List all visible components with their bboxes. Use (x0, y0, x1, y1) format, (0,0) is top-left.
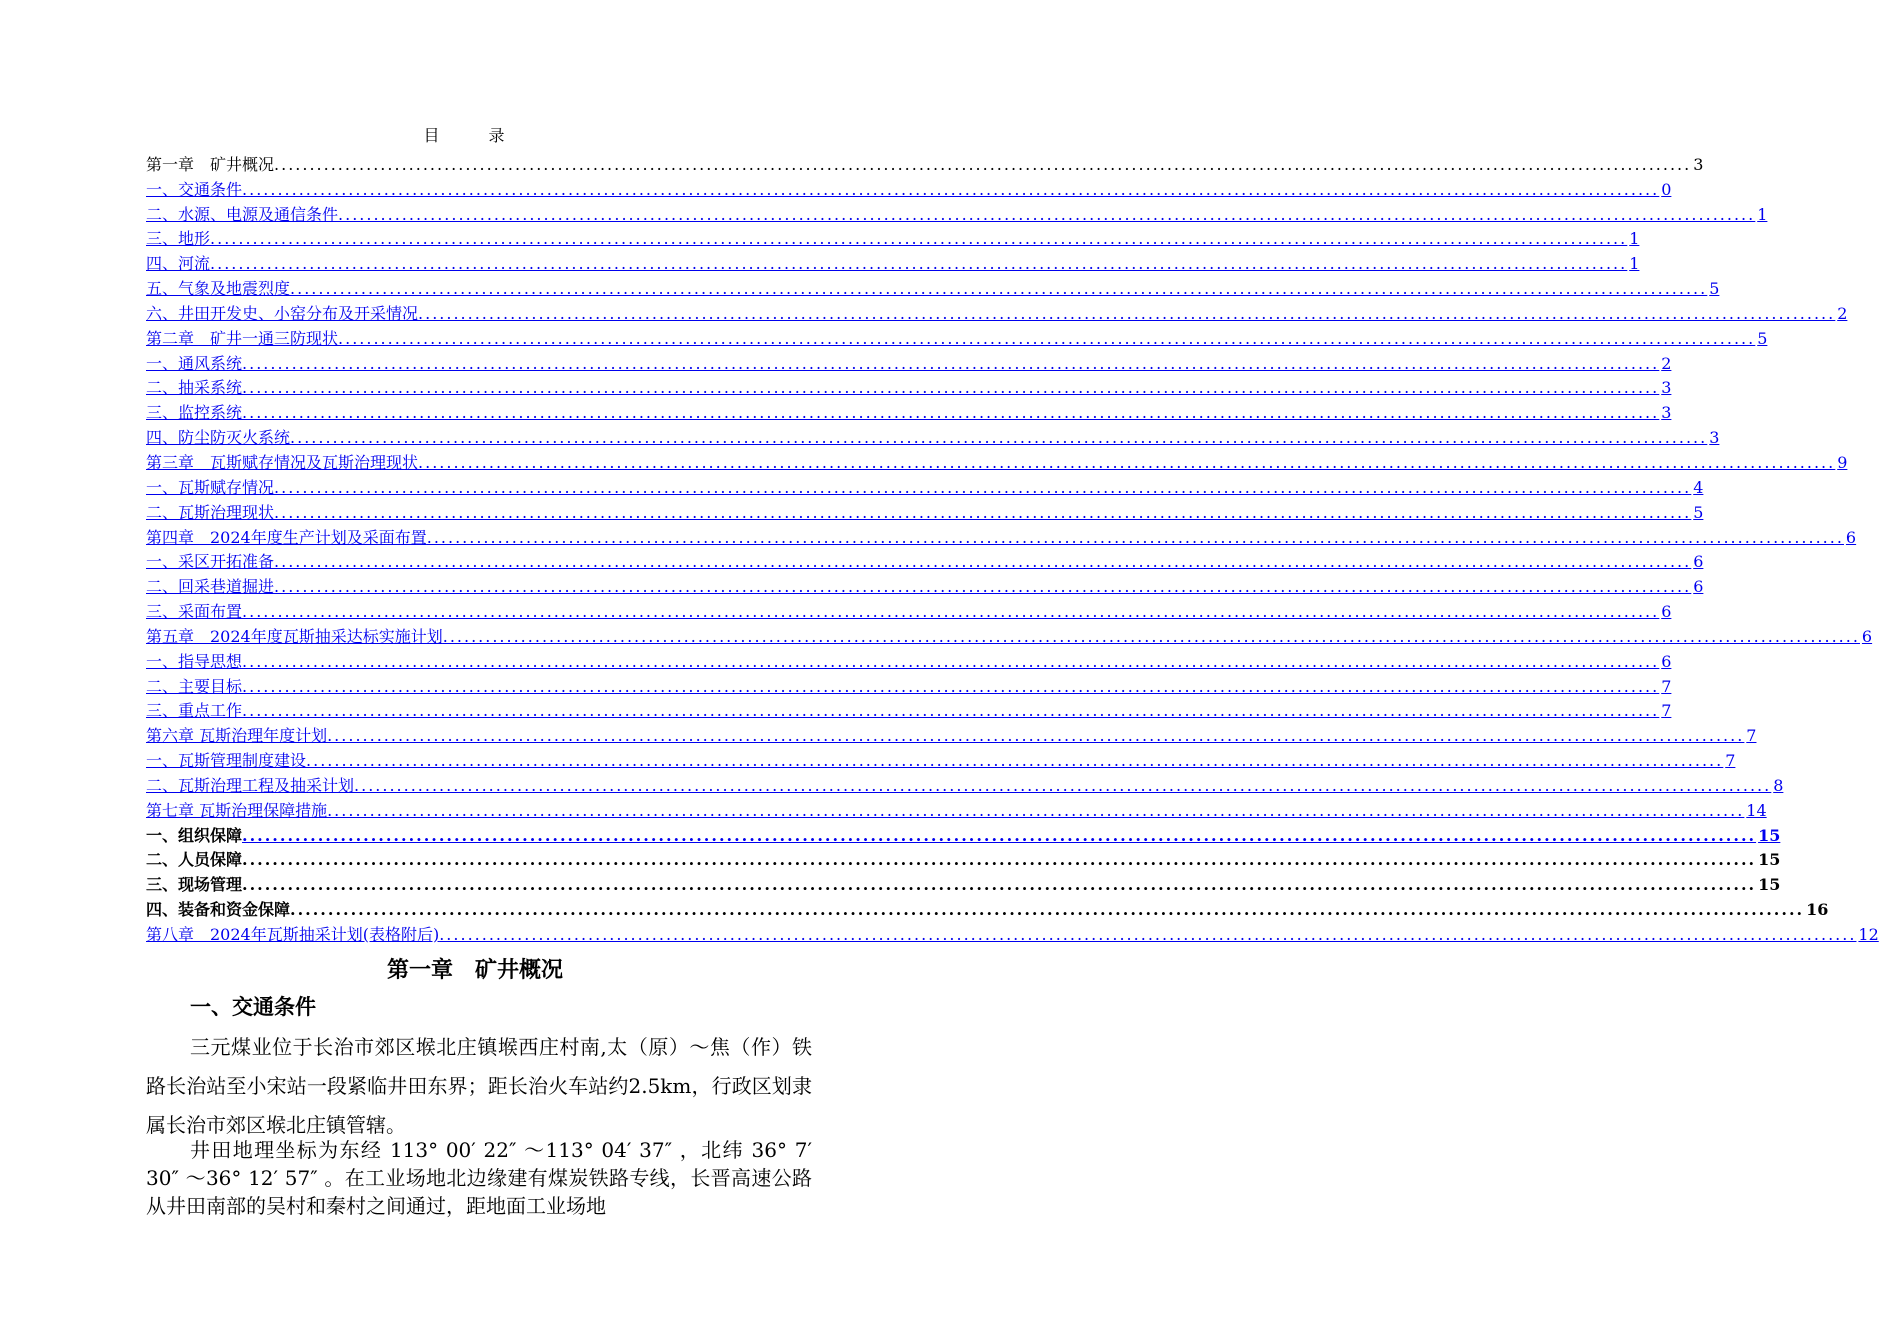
toc-entry-label: 第四章 2024年度生产计划及采面布置 (146, 527, 427, 547)
toc-entry (146, 870, 1781, 895)
toc-entry-page: 5 (1709, 279, 1720, 299)
toc-entry[interactable] (146, 349, 1672, 374)
body-paragraph: 井田地理坐标为东经 113° 00′ 22″ ～113° 04′ 37″ ，北纬 36° 7′ 30″ ～36° 12′ 57″ 。在工业场地北边缘建有煤炭铁路专线，长晋高速公路从井田南部的吴村和秦村之间通过，距地面工业场地 (146, 1138, 812, 1218)
toc-entry-label: 第八章 2024年瓦斯抽采计划(表格附后) (146, 925, 440, 944)
toc-entry-label: 二、回采巷道掘进 (146, 577, 275, 597)
toc-leader-dots: ........................................................................................................................................................................................................ (426, 527, 1844, 547)
toc-leader-dots: ........................................................................................................................................................................................................ (242, 651, 1660, 671)
toc-entry-label: 三、地形 (146, 229, 211, 249)
toc-title: 目 录 (423, 126, 527, 145)
toc-leader-dots: ........................................................................................................................................................................................................ (242, 179, 1660, 199)
toc-entry-page: 6 (1845, 527, 1857, 547)
toc-entry-label: 第六章 瓦斯治理年度计划 (146, 726, 328, 746)
toc-entry[interactable] (146, 175, 1672, 200)
toc-leader-dots: ........................................................................................................................................................................................................ (242, 850, 1757, 870)
table-of-contents (146, 150, 1879, 945)
toc-leader-dots: ........................................................................................................................................................................................................ (242, 602, 1660, 622)
toc-leader-dots: ........................................................................................................................................................................................................ (338, 328, 1756, 348)
toc-entry[interactable] (146, 647, 1672, 672)
toc-entry[interactable] (146, 920, 1879, 945)
toc-entry-label: 三、监控系统 (146, 403, 243, 423)
toc-entry (146, 846, 1781, 871)
toc-leader-dots: ........................................................................................................................................................................................................ (274, 154, 1692, 174)
toc-entry-page: 2 (1837, 303, 1848, 323)
toc-entry[interactable] (146, 572, 1704, 597)
toc-entry-label: 一、通风系统 (146, 353, 243, 373)
toc-entry[interactable] (146, 597, 1672, 622)
toc-entry-label: 四、河流 (146, 254, 211, 274)
toc-entry-page: 9 (1837, 452, 1848, 472)
toc-entry-label: 一、交通条件 (146, 179, 243, 199)
toc-leader-dots: ........................................................................................................................................................................................................ (327, 726, 1745, 746)
toc-entry-page: 2 (1661, 353, 1672, 373)
toc-entry-label: 四、装备和资金保障 (146, 900, 291, 920)
toc-entry-page: 3 (1693, 154, 1704, 174)
toc-entry-page: 5 (1757, 328, 1768, 348)
toc-entry-page: 7 (1746, 726, 1757, 746)
toc-leader-dots: ........................................................................................................................................................................................................ (338, 204, 1756, 224)
toc-leader-dots: ........................................................................................................................................................................................................ (274, 552, 1692, 572)
toc-entry-page: 14 (1746, 800, 1767, 820)
toc-entry-label: 一、采区开拓准备 (146, 552, 275, 572)
toc-entry[interactable] (146, 697, 1672, 722)
toc-entry[interactable] (146, 672, 1672, 697)
toc-entry[interactable] (146, 821, 1781, 846)
toc-leader-dots: ........................................................................................................................................................................................................ (418, 303, 1836, 323)
toc-entry-page: 1 (1629, 254, 1640, 274)
toc-entry-page: 1 (1629, 229, 1640, 249)
toc-entry-label: 二、抽采系统 (146, 378, 243, 398)
toc-entry[interactable] (146, 423, 1720, 448)
toc-entry-label: 一、组织保障 (146, 825, 243, 845)
toc-entry-page: 4 (1693, 477, 1704, 497)
toc-leader-dots: ........................................................................................................................................................................................................ (439, 925, 1857, 944)
toc-entry[interactable] (146, 548, 1704, 573)
toc-entry (146, 895, 1829, 920)
toc-leader-dots: ........................................................................................................................................................................................................ (274, 477, 1692, 497)
toc-entry[interactable] (146, 398, 1672, 423)
toc-entry-page: 7 (1661, 676, 1672, 696)
toc-entry-label: 第七章 瓦斯治理保障措施 (146, 800, 328, 820)
body-paragraph: 三元煤业位于长治市郊区堠北庄镇堠西庄村南,太（原）～焦（作）铁路长治站至小宋站一段紧临井田东界；距长治火车站约2.5km，行政区划隶属长治市郊区堠北庄镇管辖。 (146, 1035, 812, 1137)
toc-entry[interactable] (146, 796, 1767, 821)
toc-leader-dots: ........................................................................................................................................................................................................ (274, 577, 1692, 597)
toc-entry-label: 三、重点工作 (146, 701, 243, 721)
toc-leader-dots: ........................................................................................................................................................................................................ (210, 229, 1628, 249)
toc-entry[interactable] (146, 622, 1873, 647)
toc-entry[interactable] (146, 498, 1704, 523)
toc-leader-dots: ........................................................................................................................................................................................................ (306, 751, 1724, 771)
toc-entry[interactable] (146, 299, 1848, 324)
toc-entry-page: 8 (1773, 775, 1784, 795)
toc-entry-page: 6 (1661, 651, 1672, 671)
toc-leader-dots: ........................................................................................................................................................................................................ (354, 775, 1772, 795)
toc-entry-page: 3 (1661, 378, 1672, 398)
toc-leader-dots: ........................................................................................................................................................................................................ (290, 428, 1708, 448)
toc-entry-label: 二、人员保障 (146, 850, 243, 870)
toc-leader-dots: ........................................................................................................................................................................................................ (242, 825, 1757, 845)
toc-entry[interactable] (146, 374, 1672, 399)
toc-entry-label: 六、井田开发史、小窑分布及开采情况 (146, 303, 419, 323)
toc-entry-page: 6 (1661, 602, 1672, 622)
toc-leader-dots: ........................................................................................................................................................................................................ (242, 403, 1660, 423)
toc-entry-page: 6 (1693, 577, 1704, 597)
toc-entry[interactable] (146, 721, 1757, 746)
toc-leader-dots: ........................................................................................................................................................................................................ (290, 279, 1708, 299)
toc-entry-label: 二、瓦斯治理现状 (146, 502, 275, 522)
toc-entry-page: 7 (1725, 751, 1736, 771)
toc-entry (146, 150, 1704, 175)
toc-leader-dots: ........................................................................................................................................................................................................ (274, 502, 1692, 522)
toc-entry-page: 5 (1693, 502, 1704, 522)
toc-entry-page: 1 (1757, 204, 1768, 224)
toc-entry[interactable] (146, 274, 1720, 299)
toc-entry-page: 6 (1693, 552, 1704, 572)
toc-entry[interactable] (146, 523, 1857, 548)
toc-entry-page: 7 (1661, 701, 1672, 721)
toc-leader-dots: ........................................................................................................................................................................................................ (210, 254, 1628, 274)
chapter-heading: 第一章 矿井概况 (386, 958, 563, 983)
toc-entry-page: 15 (1758, 850, 1781, 870)
toc-entry-page: 15 (1758, 875, 1781, 895)
toc-entry-label: 一、瓦斯管理制度建设 (146, 751, 307, 771)
toc-entry[interactable] (146, 473, 1704, 498)
toc-leader-dots: ........................................................................................................................................................................................................ (242, 701, 1660, 721)
toc-entry-label: 三、采面布置 (146, 602, 243, 622)
toc-entry[interactable] (146, 225, 1640, 250)
toc-entry-label: 一、指导思想 (146, 651, 243, 671)
toc-entry-label: 五、气象及地震烈度 (146, 279, 291, 299)
toc-leader-dots: ........................................................................................................................................................................................................ (242, 676, 1660, 696)
toc-entry-page: 3 (1661, 403, 1672, 423)
toc-entry[interactable] (146, 249, 1640, 274)
toc-entry-label: 第一章 矿井概况 (146, 154, 275, 174)
toc-entry-label: 一、瓦斯赋存情况 (146, 477, 275, 497)
toc-leader-dots: ........................................................................................................................................................................................................ (242, 875, 1757, 895)
toc-entry-page: 12 (1858, 925, 1879, 944)
toc-entry[interactable] (146, 200, 1768, 225)
toc-entry-label: 第五章 2024年度瓦斯抽采达标实施计划 (146, 626, 443, 646)
toc-entry[interactable] (146, 746, 1736, 771)
toc-entry-label: 第二章 矿井一通三防现状 (146, 328, 339, 348)
toc-entry-page: 16 (1806, 900, 1829, 920)
toc-entry-label: 二、瓦斯治理工程及抽采计划 (146, 775, 355, 795)
toc-entry-page: 6 (1861, 626, 1873, 646)
toc-entry-label: 三、现场管理 (146, 875, 243, 895)
section-heading: 一、交通条件 (190, 995, 316, 1019)
toc-entry[interactable] (146, 771, 1784, 796)
toc-entry-label: 四、防尘防灭火系统 (146, 428, 291, 448)
toc-entry[interactable] (146, 448, 1848, 473)
toc-leader-dots: ........................................................................................................................................................................................................ (327, 800, 1745, 820)
toc-entry[interactable] (146, 324, 1768, 349)
toc-entry-label: 二、水源、电源及通信条件 (146, 204, 339, 224)
toc-leader-dots: ........................................................................................................................................................................................................ (442, 626, 1860, 646)
toc-leader-dots: ........................................................................................................................................................................................................ (242, 353, 1660, 373)
toc-entry-page: 0 (1661, 179, 1672, 199)
toc-leader-dots: ........................................................................................................................................................................................................ (242, 378, 1660, 398)
toc-entry-page: 15 (1758, 825, 1781, 845)
toc-entry-page: 3 (1709, 428, 1720, 448)
toc-entry-label: 第三章 瓦斯赋存情况及瓦斯治理现状 (146, 452, 419, 472)
toc-leader-dots: ........................................................................................................................................................................................................ (418, 452, 1836, 472)
toc-leader-dots: ........................................................................................................................................................................................................ (290, 900, 1805, 920)
toc-entry-label: 二、主要目标 (146, 676, 243, 696)
